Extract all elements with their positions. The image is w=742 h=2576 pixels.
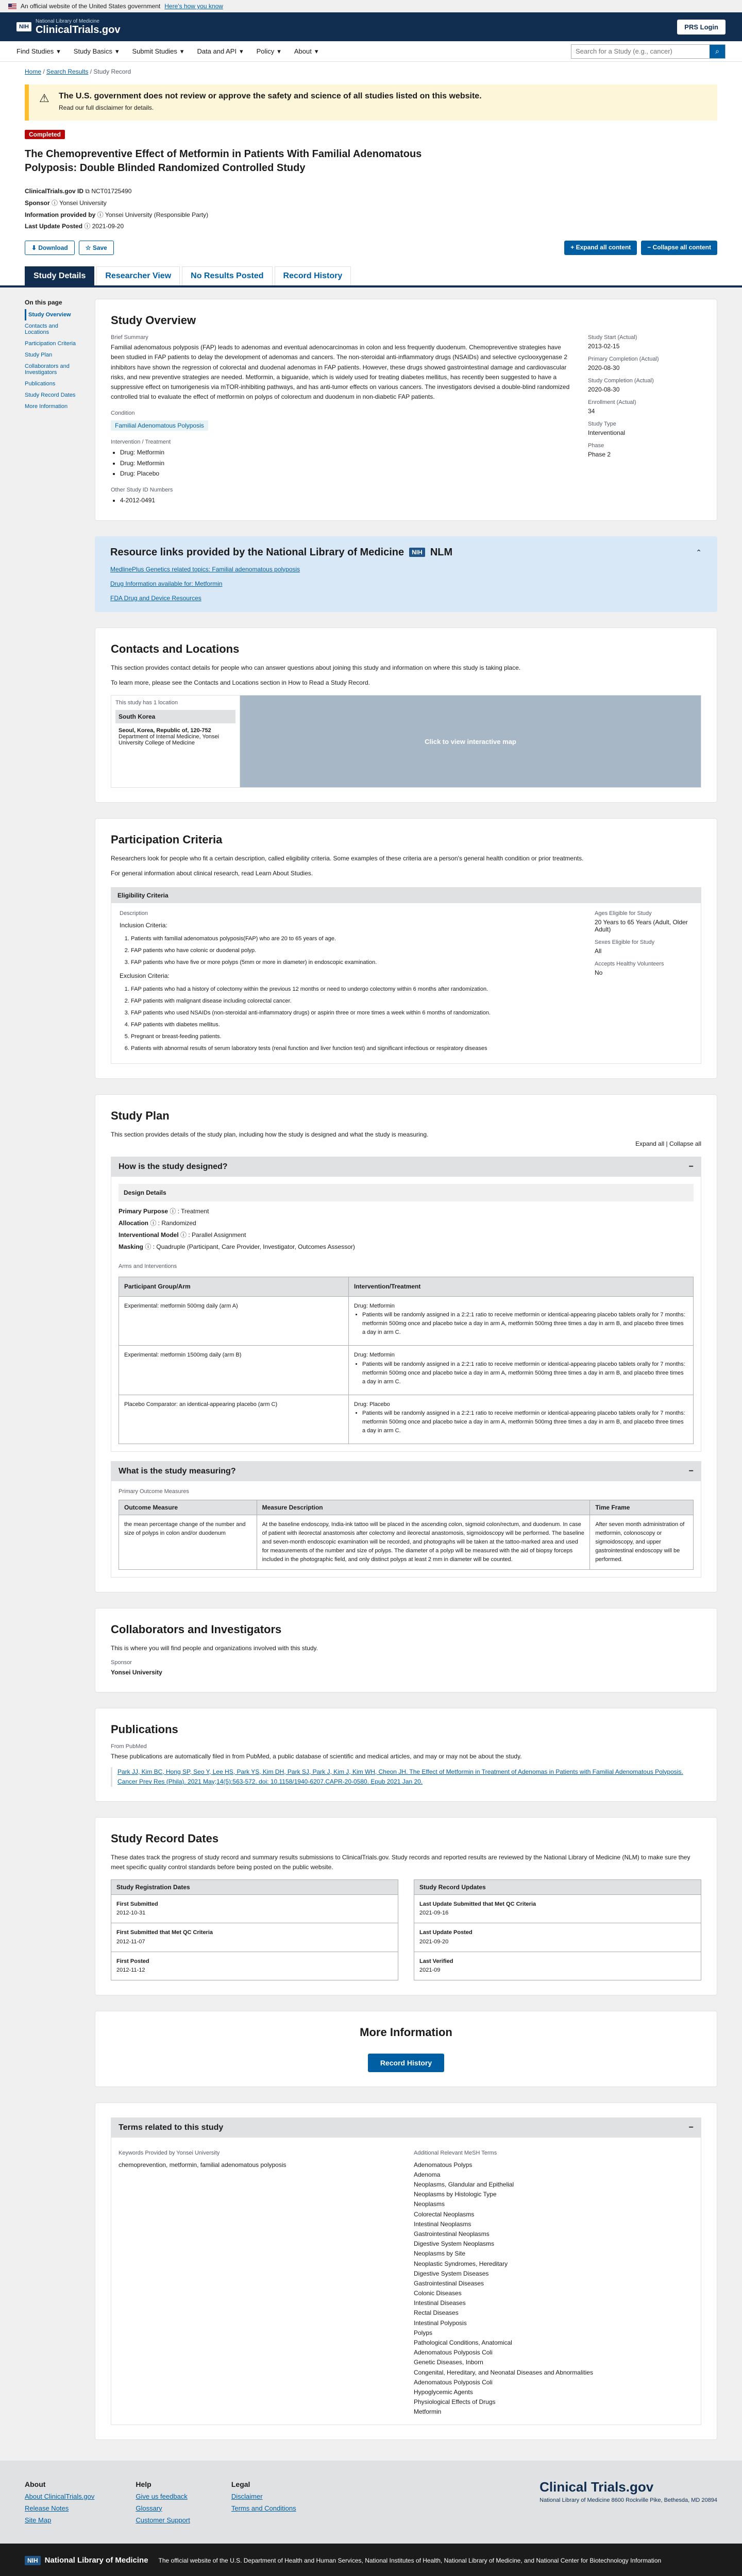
fact-label: Primary Completion (Actual)	[588, 356, 659, 363]
list-item: 1. Patients with familial adenomatous polyposis(FAP) who are 20 to 65 years of age.	[131, 935, 582, 943]
search-icon[interactable]: ⌕	[710, 45, 725, 58]
table-row: the mean percentage change of the number and size of polyps in colon and/or duodenum At the baseline endoscopy, India-ink tattoo will be placed in the ascending colon, sigmoid colon/rectum, and duodenum. In case of patient with ileorectal anastomosis after colectomy and ileorectal anastomosis, sigmoidoscopy will be performed. The baseline and seven-month endoscopic examination will be recorded, and photographs will be taken at the tattoo-marked area and used for measurements of the number and size of polyps. The diameter of a polyp will be measured with the aid of biopsy forceps included in the photographic field, and only distinct polyps at least 2 mm in diameter will be counted. After seven month administration of metformin, colonoscopy or sigmoidoscopy, and upper gastrointestinal endoscopy will be performed.	[119, 1515, 694, 1569]
list-item: Adenomatous Polyposis Coli	[414, 2349, 493, 2357]
list-item: Hypoglycemic Agents	[414, 2388, 473, 2396]
nav-about[interactable]: About ▾	[294, 47, 318, 55]
drug-info-link[interactable]: Drug Information available for: Metformin	[110, 580, 223, 587]
save-button[interactable]: ☆ Save	[79, 241, 114, 255]
tab-study-details[interactable]: Study Details	[25, 266, 94, 285]
nlm-footer	[0, 2544, 742, 2576]
fact-value: Interventional	[588, 429, 626, 437]
arms-label: Arms and Interventions	[119, 1263, 177, 1269]
condition-chip[interactable]: Familial Adenomatous Polyposis	[111, 420, 208, 431]
list-item: Polyps	[414, 2329, 433, 2336]
locations-panel	[111, 695, 701, 788]
warning-icon: ⚠	[39, 92, 49, 105]
copy-icon: ⧉	[85, 188, 90, 195]
other-ids-label: Other Study ID Numbers	[111, 487, 173, 494]
prs-login-button[interactable]: PRS Login	[677, 20, 726, 35]
fact-value: 34	[588, 408, 595, 415]
fact-value: 2020-08-30	[588, 364, 620, 372]
list-item: Genetic Diseases, Inborn	[414, 2359, 483, 2366]
table-row: First Submitted that Met QC Criteria 2012-11-07	[111, 1923, 398, 1952]
expand-collapse-links[interactable]: Expand all | Collapse all	[635, 1140, 701, 1147]
content-column	[95, 299, 717, 2439]
pubs-source: From PubMed	[111, 1743, 147, 1750]
fact-value: No	[595, 969, 603, 976]
org-name: National Library of Medicine	[35, 18, 99, 24]
mesh-label: Additional Relevant MeSH Terms	[414, 2149, 497, 2156]
list-item: Colorectal Neoplasms	[414, 2210, 475, 2218]
sidebar-item-overview[interactable]: Study Overview	[25, 309, 80, 320]
collab-desc: This is where you will find people and organizations involved with this study.	[111, 1645, 318, 1652]
study-id: NCT01725490	[91, 188, 132, 195]
sponsor-value: Yonsei University	[59, 199, 107, 207]
nav-data-api[interactable]: Data and API ▾	[197, 47, 243, 55]
download-button[interactable]: ⬇ Download	[25, 241, 75, 255]
publication-link[interactable]: Park JJ, Kim BC, Hong SP, Seo Y, Lee HS, Park YS, Kim DH, Park SJ, Park J, Kim J, Kim WH, Cheon JH. The Effect of Metformin in Treatment of Adenomas in Patients with Familial Adenomatous Polyposis. Cancer Prev Res (Phila). 2021 May;14(5):563-572. doi: 10.1158/1940-6207.CAPR-20-0580. Epub 2021 Jan 20.	[117, 1768, 683, 1785]
chevron-down-icon: ▾	[314, 47, 318, 55]
fda-link[interactable]: FDA Drug and Device Resources	[110, 594, 201, 602]
table-row: Last Verified 2021-09	[414, 1952, 701, 1980]
footer-heading: About	[25, 2480, 46, 2488]
tab-results[interactable]: No Results Posted	[182, 266, 272, 285]
mesh-list	[414, 2150, 694, 2417]
country-header: South Korea	[115, 710, 235, 723]
alert-desc: Read our full disclaimer for details.	[59, 104, 154, 111]
info-icon: ⓘ	[97, 211, 104, 218]
list-item: Neoplasms by Site	[414, 2250, 466, 2258]
chevron-down-icon: ▾	[57, 47, 60, 55]
update-value: 2021-09-20	[92, 223, 124, 230]
us-flag-icon	[8, 4, 16, 9]
breadcrumb-home[interactable]: Home	[25, 68, 42, 75]
eligibility-header: Eligibility Criteria	[111, 888, 701, 903]
terms-title: Terms related to this study	[119, 2123, 224, 2132]
list-item: 2. FAP patients who have colonic or duodenal polyp.	[131, 946, 582, 955]
list-item: 5. Pregnant or breast-feeding patients.	[131, 1032, 582, 1041]
brief-summary-label: Brief Summary	[111, 334, 148, 341]
list-item: Intestinal Diseases	[414, 2299, 466, 2307]
nih-logo-icon: NIH	[25, 2556, 41, 2565]
list-item: Adenoma	[414, 2171, 441, 2178]
table-row: Last Update Submitted that Met QC Criteria 2021-09-16	[414, 1895, 701, 1923]
info-icon: ⓘ	[84, 223, 91, 230]
breadcrumb: Home / Search Results / Study Record	[25, 68, 131, 75]
description-label: Description	[120, 910, 148, 917]
site-logo[interactable]	[16, 19, 120, 36]
fact-value: Phase 2	[588, 451, 611, 459]
id-label: ClinicalTrials.gov ID	[25, 188, 84, 195]
intervention-list	[111, 447, 572, 479]
list-item: Intestinal Neoplasms	[414, 2220, 471, 2228]
footer-link[interactable]: Release Notes	[25, 2504, 69, 2512]
design-header: Design Details	[119, 1184, 694, 1202]
section-title: Collaborators and Investigators	[111, 1623, 282, 1636]
list-item: Neoplasms	[414, 2200, 445, 2208]
intervention-label: Intervention / Treatment	[111, 439, 171, 446]
list-item: • Drug: Metformin	[120, 447, 572, 457]
criteria-card	[95, 818, 717, 1079]
study-overview-card	[95, 299, 717, 521]
sidebar-item-collaborators[interactable]: Collaborators and Investigators	[25, 363, 70, 376]
list-item: Digestive System Diseases	[414, 2269, 489, 2277]
fact-value: 2013-02-15	[588, 343, 620, 350]
footer-link[interactable]: Give us feedback	[136, 2492, 188, 2500]
keywords-label: Keywords Provided by Yonsei University	[119, 2149, 220, 2156]
list-item: 3. FAP patients who used NSAIDs (non-steroidal anti-inflammatory drugs) or aspirin three or more times a week within 6 months of randomization.	[131, 1009, 582, 1018]
minus-icon[interactable]: −	[688, 2123, 694, 2132]
list-item: Gastrointestinal Diseases	[414, 2279, 484, 2287]
alert-title: The U.S. government does not review or approve the safety and science of all studies listed on this website.	[59, 92, 482, 100]
list-item: Metformin	[414, 2408, 442, 2416]
nav-submit-studies[interactable]: Submit Studies ▾	[132, 47, 184, 55]
sidebar-item-publications[interactable]: Publications	[25, 381, 56, 387]
eligibility-facts	[595, 910, 693, 1057]
footer-link[interactable]: Disclaimer	[231, 2492, 263, 2500]
page-sidebar	[25, 299, 80, 2439]
inclusion-label: Inclusion Criteria:	[120, 921, 167, 929]
fact-label: Accepts Healthy Volunteers	[595, 960, 664, 967]
sidebar-item-dates[interactable]: Study Record Dates	[25, 392, 76, 399]
fact-label: Phase	[588, 443, 604, 449]
fact-label: Ages Eligible for Study	[595, 910, 652, 917]
terms-section	[111, 2117, 701, 2425]
footer-heading: Help	[136, 2480, 151, 2488]
nlm-title: Resource links provided by the National Library of Medicine	[110, 546, 404, 558]
section-title: Study Plan	[111, 1109, 170, 1123]
table-row: Placebo Comparator: an identical-appearing placebo (arm C) Drug: Placebo • Patients will be randomly assigned in a 2:2:1 ratio to receive metformin or identical-appearing placebo tablets orally for 7 months: metformin 500mg once and placebo twice a day in arm A, metformin 500mg three times a day in arm B, and placebo three times a day in arm C.	[119, 1395, 694, 1444]
fact-value: 2020-08-30	[588, 386, 620, 394]
nav-find-studies[interactable]: Find Studies ▾	[16, 47, 60, 55]
list-item: 4. FAP patients with diabetes mellitus.	[131, 1021, 582, 1029]
nav-study-basics[interactable]: Study Basics ▾	[73, 47, 119, 55]
design-question: How is the study designed?	[119, 1162, 228, 1171]
action-bar	[25, 241, 717, 255]
minus-icon[interactable]: −	[688, 1162, 694, 1171]
fact-label: Study Start (Actual)	[588, 334, 637, 341]
list-item: • Drug: Placebo	[120, 468, 572, 479]
collapse-all-button[interactable]: − Collapse all content	[641, 241, 717, 255]
chevron-down-icon: ▾	[277, 47, 281, 55]
fact-label: Study Type	[588, 421, 616, 428]
update-dates-table: Study Record Updates Last Update Submitted that Met QC Criteria 2021-09-16 Last Update Posted 2021-09-20 Last Verified 2021-09	[414, 1879, 701, 1980]
nav-search	[571, 44, 726, 59]
dates-desc: These dates track the progress of study record and summary results submissions to ClinicalTrials.gov. Study records and reported results are reviewed by the National Library of Medicine (NLM) to make sure they meet specific quality control standards before being posted on the public website.	[111, 1854, 690, 1871]
list-item: 2. FAP patients with malignant disease including colorectal cancer.	[131, 997, 582, 1006]
chevron-up-icon[interactable]: ⌃	[696, 548, 702, 556]
criteria-desc: Researchers look for people who fit a certain description, called eligibility criteria. Some examples of these criteria are a person's general health condition or prior treatments.	[111, 855, 584, 862]
sponsor-value: Yonsei University	[111, 1669, 162, 1676]
criteria-general: For general information about clinical research, read Learn About Studies.	[111, 870, 313, 877]
measure-question: What is the study measuring?	[119, 1466, 236, 1476]
sidebar-item-more-info[interactable]: More Information	[25, 403, 68, 410]
chevron-down-icon: ▾	[240, 47, 243, 55]
outcome-table: Outcome Measure Measure Description Time Frame the mean percentage change of the number and size of polyps in colon and/or duodenum At the baseline endoscopy, India-ink tattoo will be placed in the ascending colon, sigmoid colon/rectum, and duodenum. In case of patient with ileorectal anastomosis after colectomy and ileorectal anastomosis, sigmoidoscopy will be performed. The baseline and seven-month endoscopic examination will be recorded, and photographs will be taken at the tattoo-marked area and used for measurements of the number and size of polyps. The diameter of a polyp will be measured with the aid of biopsy forceps included in the photographic field, and only distinct polyps at least 2 mm in diameter will be counted. After seven month administration of metformin, colonoscopy or sigmoidoscopy, and upper gastrointestinal endoscopy will be performed.	[119, 1500, 694, 1570]
fact-label: Study Completion (Actual)	[588, 378, 654, 384]
study-tabs	[0, 266, 742, 287]
list-item: Physiological Effects of Drugs	[414, 2398, 496, 2406]
footer-heading: Legal	[231, 2480, 250, 2488]
nih-logo-icon: NIH	[409, 548, 425, 557]
list-item: Neoplastic Syndromes, Hereditary	[414, 2260, 508, 2267]
section-title: Study Overview	[111, 314, 196, 327]
disclaimer-alert	[25, 84, 717, 121]
pubs-desc: These publications are automatically filed in from PubMed, a public database of scientific and medical articles, and may or may not be about the study.	[111, 1753, 522, 1760]
eligibility-box	[111, 887, 701, 1064]
outcome-label: Primary Outcome Measures	[119, 1488, 189, 1495]
arms-table: Participant Group/Arm Intervention/Treatment Experimental: metformin 500mg daily (arm A) Drug: Metformin • Patients will be randomly assigned in a 2:2:1 ratio to receive metformin or identical-appearing placebo tablets orally for 7 months: metformin 500mg once and placebo twice a day in arm A, metformin 500mg three times a day in arm B, and placebo three times a day in arm C. Experimental: metformin 1500mg daily (arm B) Drug: Metformin • Patients will be randomly assigned in a 2:2:1 ratio to receive metformin or identical-appearing placebo tablets orally for 7 months: metformin 500mg once and placebo twice a day in arm A, metformin 500mg three times a day in arm B, and placebo three times a day in arm C. Placebo Comparator: an identical-appearing placebo (arm C) Drug: Placebo • Patients will be randomly assigned in a 2:2:1 ratio to receive metformin or identical-appearing placebo tablets orally for 7 months: metformin 500mg once and placebo twice a day in arm A, metformin 500mg three times a day in arm B, and placebo three times a day in arm C.	[119, 1277, 694, 1444]
chevron-down-icon: ▾	[115, 47, 119, 55]
overview-facts	[588, 334, 701, 506]
section-title: Participation Criteria	[111, 833, 223, 846]
minus-icon[interactable]: −	[688, 1466, 694, 1476]
section-title: Study Record Dates	[111, 1832, 219, 1845]
contacts-desc: This section provides contact details for people who can answer questions about joining this study and information on where this study is taking place.	[111, 664, 521, 671]
tab-researcher-view[interactable]: Researcher View	[96, 266, 180, 285]
nlm-logo-label: NLM	[430, 546, 453, 558]
footer-link[interactable]: About ClinicalTrials.gov	[25, 2492, 95, 2500]
footer-link[interactable]: Customer Support	[136, 2516, 190, 2524]
nlm-resources	[95, 536, 717, 612]
sponsor-label: Sponsor	[25, 199, 50, 207]
footer-address: National Library of Medicine 8600 Rockville Pike, Bethesda, MD 20894	[539, 2497, 717, 2503]
list-item: 1. FAP patients who had a history of colectomy within the previous 12 months or need to undergo colectomy within 6 months after randomization.	[131, 985, 582, 994]
list-item: Digestive System Neoplasms	[414, 2240, 495, 2248]
list-item: Adenomatous Polyps	[414, 2161, 473, 2168]
nlm-logo[interactable]: NIH National Library of Medicine	[25, 2556, 148, 2565]
brief-summary: Familial adenomatous polyposis (FAP) leads to adenomas and eventual adenocarcinomas in colon and less frequently duodenum. Chemopreventive strategies have been studied in FAP patients to delay the development of adenomas and cancers. The non-steroidal anti-inflammatory drugs (NSAIDs) and selective cyclooxygenase 2 inhibitors have shown the regression of colorectal and duodenal adenomas in FAP patients. However, these drugs showed gastrointestinal damage and cardiovascular risks, and new preventive strategies are needed. Metformin, a biguanide, which is widely used for treating diabetes mellitus, has recently been suggested to have a suppressive effect on tumorigenesis via mTOR-inhibiting pathways, and has anti-tumor effects on various cancers. The investigators devised a double-blind randomized controlled trial to evaluate the effect of metformin on polyps of colorectum and duodenum in non-diabetic FAP patients.	[111, 344, 570, 401]
site-header	[0, 12, 742, 41]
medline-link[interactable]: MedlinePlus Genetics related topics: Familial adenomatous polyposis	[110, 565, 300, 573]
measure-section	[111, 1461, 701, 1578]
main-nav	[0, 41, 742, 62]
contacts-learn: To learn more, please see the Contacts and Locations section in How to Read a Study Record.	[111, 679, 370, 687]
fact-value: 20 Years to 65 Years (Adult, Older Adult)	[595, 918, 688, 933]
list-item: Colonic Diseases	[414, 2290, 462, 2297]
interactive-map[interactable]: Click to view interactive map	[240, 696, 701, 787]
info-value: Yonsei University (Responsible Party)	[105, 211, 209, 218]
section-title: More Information	[360, 2025, 452, 2039]
table-row: First Posted 2012-11-12	[111, 1952, 398, 1980]
footer-link[interactable]: Terms and Conditions	[231, 2504, 296, 2512]
record-history-button[interactable]: Record History	[368, 2054, 444, 2072]
sidebar-item-criteria[interactable]: Participation Criteria	[25, 341, 76, 347]
gov-banner-link[interactable]: Here's how you know	[164, 3, 223, 10]
info-label: Information provided by	[25, 211, 96, 218]
list-item: Neoplasms by Histologic Type	[414, 2191, 497, 2198]
list-item: Congenital, Hereditary, and Neonatal Diseases and Abnormalities	[414, 2368, 593, 2376]
publications-card	[95, 1708, 717, 1802]
location-count: This study has 1 location	[115, 700, 178, 706]
nav-policy[interactable]: Policy ▾	[256, 47, 281, 55]
study-plan-card	[95, 1094, 717, 1592]
list-item: Gastrointestinal Neoplasms	[414, 2230, 490, 2238]
chevron-down-icon: ▾	[180, 47, 184, 55]
study-meta	[25, 185, 717, 232]
info-icon: ⓘ	[52, 199, 58, 207]
plan-desc: This section provides details of the study plan, including how the study is designed and what the study is measuring.	[111, 1131, 429, 1139]
table-row: Last Update Posted 2021-09-20	[414, 1923, 701, 1952]
page-title: The Chemopreventive Effect of Metformin in Patients With Familial Adenomatous Polyposis: Double Blinded Randomized Controlled Study	[25, 148, 422, 174]
sidebar-item-plan[interactable]: Study Plan	[25, 352, 53, 359]
fact-label: Sexes Eligible for Study	[595, 939, 655, 945]
list-item: Adenomatous Polyposis Coli	[414, 2378, 493, 2386]
status-badge: Completed	[25, 130, 65, 139]
site-name: ClinicalTrials.gov	[35, 24, 121, 36]
section-title: Publications	[111, 1723, 178, 1736]
fact-label: Enrollment (Actual)	[588, 399, 636, 406]
gov-banner	[0, 0, 742, 12]
registration-dates-table: Study Registration Dates First Submitted 2012-10-31 First Submitted that Met QC Criteria 2012-11-07 First Posted 2012-11-12	[111, 1879, 398, 1980]
collaborators-card	[95, 1608, 717, 1692]
section-title: Contacts and Locations	[111, 642, 240, 655]
study-header	[0, 121, 742, 255]
footer-brand-name: Clinical Trials.gov	[539, 2479, 654, 2495]
list-item: Neoplasms, Glandular and Epithelial	[414, 2181, 514, 2189]
list-item: • Drug: Metformin	[120, 458, 572, 468]
footer-link[interactable]: Glossary	[136, 2504, 162, 2512]
keywords-value: chemoprevention, metformin, familial adenomatous polyposis	[119, 2161, 286, 2168]
list-item: • 4-2012-0491	[120, 495, 572, 505]
sponsor-label: Sponsor	[111, 1659, 132, 1666]
breadcrumb-current: Study Record	[93, 68, 131, 75]
location-item[interactable]: Seoul, Korea, Republic of, 120-752 Department of Internal Medicine, Yonsei University College of Medicine	[119, 727, 220, 747]
contacts-card	[95, 628, 717, 803]
table-row: First Submitted 2012-10-31	[111, 1895, 398, 1923]
exclusion-label: Exclusion Criteria:	[120, 972, 170, 979]
table-row: Experimental: metformin 1500mg daily (arm B) Drug: Metformin • Patients will be randomly assigned in a 2:2:1 ratio to receive metformin or identical-appearing placebo tablets orally for 7 months: metformin 500mg once and placebo twice a day in arm A, metformin 500mg three times a day in arm B, and placebo three times a day in arm C.	[119, 1346, 694, 1395]
search-input[interactable]	[571, 45, 710, 58]
gov-banner-text: An official website of the United States government	[21, 3, 161, 10]
sidebar-item-contacts[interactable]: Contacts and Locations	[25, 323, 58, 336]
main-content	[0, 287, 742, 2460]
sidebar-heading: On this page	[25, 299, 62, 307]
list-item: Rectal Diseases	[414, 2309, 459, 2317]
list-item: Pathological Conditions, Anatomical	[414, 2339, 512, 2347]
update-label: Last Update Posted	[25, 223, 83, 230]
fact-value: All	[595, 947, 602, 955]
nlm-desc: The official website of the U.S. Department of Health and Human Services, National Institutes of Health, National Library of Medicine, and National Center for Biotechnology Information	[158, 2556, 662, 2564]
list-item: 3. FAP patients who have five or more polyps (5mm or more in diameter) in endoscopic examination.	[131, 958, 582, 967]
more-info-card	[95, 2011, 717, 2087]
table-row: Experimental: metformin 500mg daily (arm A) Drug: Metformin • Patients will be randomly assigned in a 2:2:1 ratio to receive metformin or identical-appearing placebo tablets orally for 7 months: metformin 500mg once and placebo twice a day in arm A, metformin 500mg three times a day in arm B, and placebo three times a day in arm C.	[119, 1297, 694, 1346]
terms-card	[95, 2103, 717, 2440]
tab-record-history[interactable]: Record History	[275, 266, 351, 285]
breadcrumb-search-results[interactable]: Search Results	[46, 68, 89, 75]
footer-brand	[539, 2480, 717, 2524]
footer-link[interactable]: Site Map	[25, 2516, 52, 2524]
nih-logo-icon: NIH	[16, 22, 31, 31]
footer-links	[0, 2461, 742, 2544]
expand-all-button[interactable]: + Expand all content	[564, 241, 637, 255]
condition-label: Condition	[111, 410, 135, 417]
dates-card	[95, 1817, 717, 1995]
list-item: 6. Patients with abnormal results of serum laboratory tests (renal function and liver function test) and significant infectious or respiratory diseases	[131, 1044, 582, 1053]
list-item: Intestinal Polyposis	[414, 2319, 467, 2327]
design-section: How is the study designed? − Design Details Primary Purpose ⓘ : Treatment Allocation ⓘ : Randomized Interventional Model ⓘ : Parallel Assignment Masking ⓘ : Quadruple (Participant, Care Provider, Investigator, Outcomes Assessor) Arms and Interventions Participant Group/Arm Intervention/Treatment Experimental: metformin 500mg daily (arm A) Drug: Metformin • Patients will be randomly assigned in a 2:2:1 ratio to receive metformin or identical-appearing placebo tablets orally for 7 months: metformin 500mg once and placebo twice a day in arm A, metformin 500mg three times a day in arm B, and placebo three times a day in arm C. Experimental: metformin 1500mg daily (arm B) Drug: Metformin • Patients will be randomly assigned in a 2:2:1 ratio to receive metformin or identical-appearing placebo tablets orally for 7 months: metformin 500mg once and placebo twice a day in arm A, metformin 500mg three times a day in arm B, and placebo three times a day in arm C. Placebo Comparator: an identical-appearing placebo (arm C) Drug: Placebo • Patients will be randomly assigned in a 2:2:1 ratio to receive metformin or identical-appearing placebo tablets orally for 7 months: metformin 500mg once and placebo twice a day in arm A, metformin 500mg three times a day in arm B, and placebo three times a day in arm C.	[111, 1157, 701, 1452]
